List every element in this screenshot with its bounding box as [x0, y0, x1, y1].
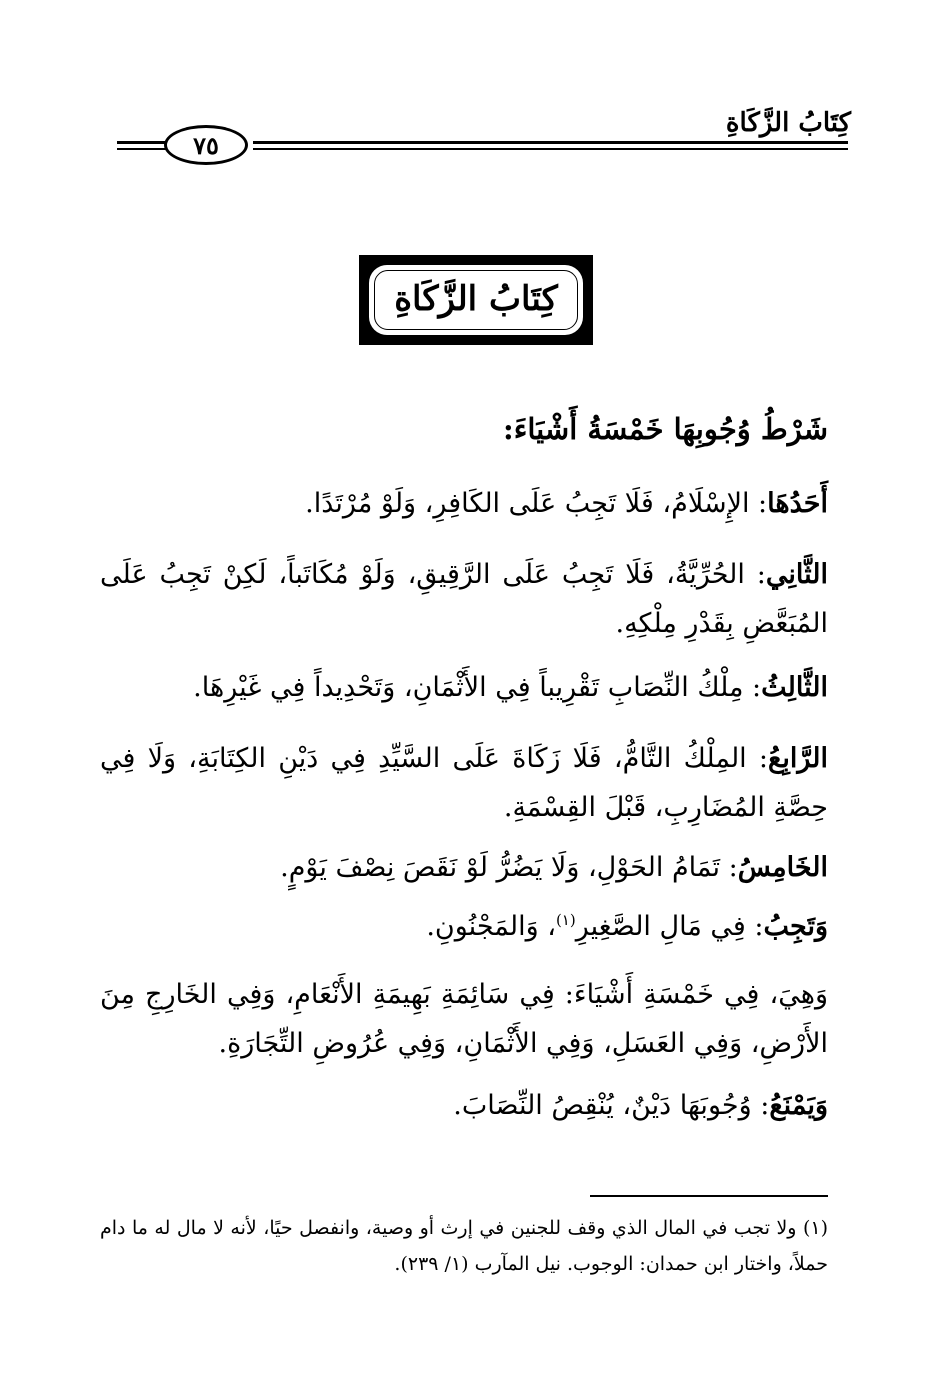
paragraph-8-lead: وَيَمْنَعُ [769, 1090, 828, 1121]
chapter-title-frame [359, 255, 593, 345]
paragraph-7-text: وَهِيَ، فِي خَمْسَةِ أَشْيَاءَ: فِي سَائِمَةِ بَهِيمَةِ الأَنْعَامِ، وَفِي الخَارِجِ مِنَ الأَرْضِ، وَفِي العَسَلِ، وَفِي الأَثْمَانِ، وَفِي عُرُوضِ التِّجَارَةِ. [100, 979, 828, 1059]
paragraph-6-lead: وَتَجِبُ [763, 911, 828, 942]
paragraph-5-text: : تَمَامُ الحَوْلِ، وَلَا يَضُرُّ لَوْ نَقَصَ نِصْفَ يَوْمٍ. [280, 852, 738, 883]
paragraph-6 [426, 911, 828, 942]
footnote-separator [590, 1195, 828, 1197]
header-rule-left [117, 141, 166, 144]
header-rule-right [253, 141, 848, 144]
running-title: كِتَابُ الزَّكَاةِ [725, 108, 851, 138]
paragraph-5 [280, 852, 828, 883]
paragraph-4 [100, 734, 828, 832]
paragraph-3 [193, 672, 828, 703]
paragraph-1-lead: أَحَدُهَا [767, 488, 828, 519]
paragraph-8 [453, 1090, 828, 1121]
paragraph-6-text-a: : فِي مَالِ الصَّغِيرِ [575, 911, 764, 942]
paragraph-4-lead: الرَّابِعُ [767, 743, 828, 774]
page-number: ٧٥ [164, 125, 248, 165]
paragraph-3-lead: الثَّالِثُ [761, 672, 828, 703]
page-header [0, 0, 931, 200]
paragraph-7 [100, 970, 828, 1068]
header-rule-right-thin [253, 148, 848, 150]
intro-line: شَرْطُ وُجُوبِهَا خَمْسَةُ أَشْيَاءَ: [503, 412, 828, 446]
paragraph-2-text: : الحُرِّيَّةُ، فَلَا تَجِبُ عَلَى الرَّقِيقِ، وَلَوْ مُكَاتَباً، لَكِنْ تَجِبُ عَلَى المُبَعَّضِ بِقَدْرِ مِلْكِهِ. [100, 559, 828, 639]
header-rule-left-thin [117, 148, 166, 150]
paragraph-5-lead: الخَامِسُ [737, 852, 828, 883]
paragraph-4-text: : المِلْكُ التَّامُّ، فَلَا زَكَاةَ عَلَى السَّيِّدِ فِي دَيْنِ الكِتَابَةِ، وَلَا فِي حِصَّةِ المُضَارِبِ، قَبْلَ القِسْمَةِ. [100, 743, 828, 823]
paragraph-6-text-b: ، وَالمَجْنُونِ. [426, 911, 556, 942]
paragraph-3-text: : مِلْكُ النِّصَابِ تَقْرِيباً فِي الأَثْمَانِ، وَتَحْدِيداً فِي غَيْرِهَا. [193, 672, 762, 703]
paragraph-2 [100, 550, 828, 648]
chapter-title: كِتَابُ الزَّكَاةِ [394, 279, 558, 319]
footnote-ref: (١) [555, 911, 576, 929]
paragraph-2-lead: الثَّانِي [765, 559, 828, 590]
footnote: (١) ولا تجب في المال الذي وقف للجنين في إرث أو وصية، وانفصل حيًا، لأنه لا مال له ما دام حملاً، واختار ابن حمدان: الوجوب. نيل المآرب (١/ ٢٣٩). [100, 1217, 828, 1275]
paragraph-1-text: : الإِسْلَامُ، فَلَا تَجِبُ عَلَى الكَافِرِ، وَلَوْ مُرْتَدًا. [305, 488, 768, 519]
paragraph-8-text: : وُجُوبَهَا دَيْنٌ، يُنْقِصُ النِّصَابَ. [453, 1090, 770, 1121]
paragraph-1 [305, 488, 828, 519]
chapter-title-inner [369, 265, 583, 335]
